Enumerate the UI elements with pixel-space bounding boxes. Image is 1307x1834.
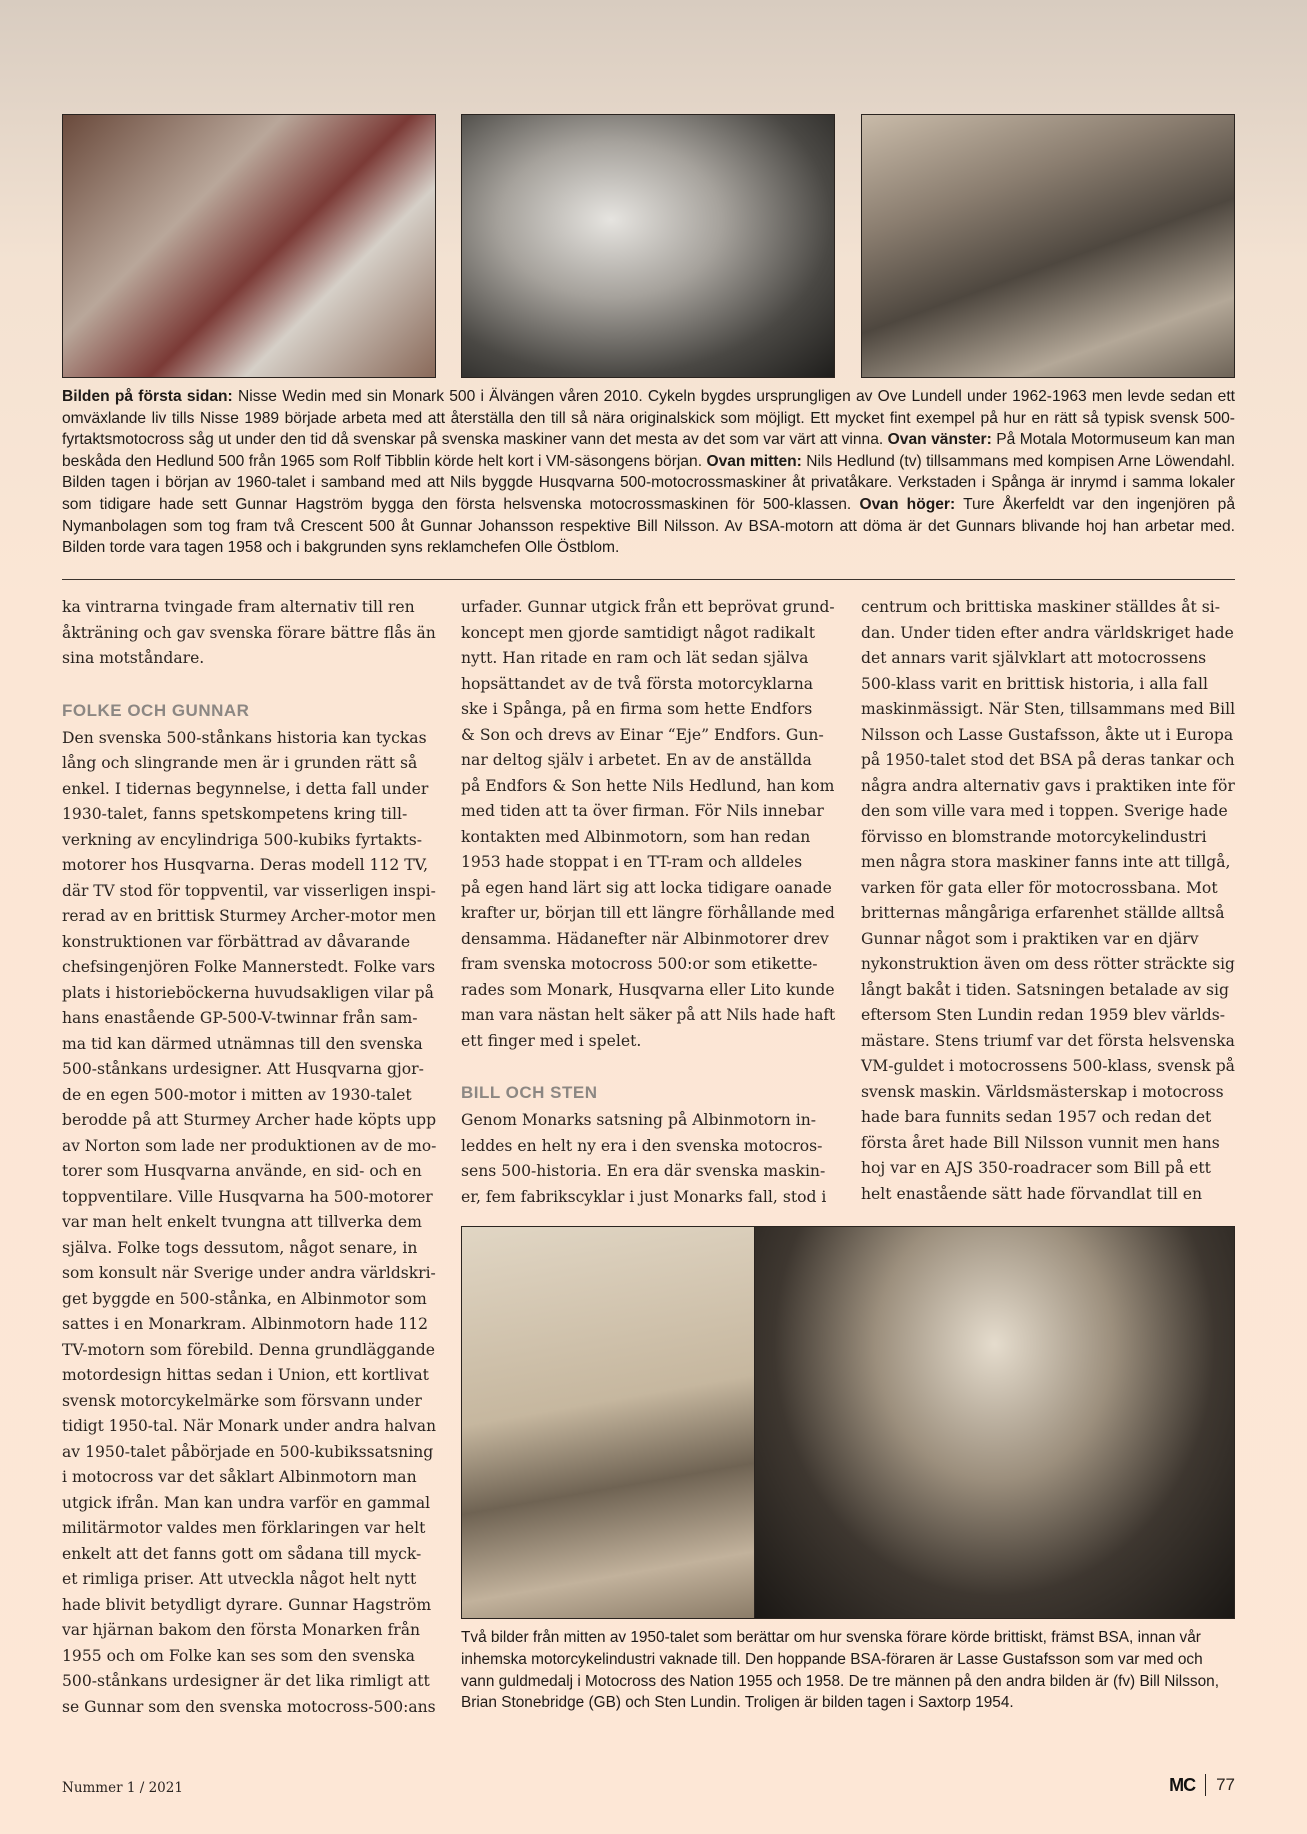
col1-text-line: åkträning och gav svenska förare bättre flås än	[62, 623, 436, 642]
article-column-1	[62, 595, 436, 1720]
section-heading-bill-sten: BILL OCH STEN	[461, 1083, 598, 1102]
col1-text-line: toppventilare. Ville Husqvarna ha 500-motorer	[62, 1187, 433, 1206]
col3-text-line: centrum och brittiska maskiner ställdes åt si-	[861, 598, 1220, 616]
col3-text-line: hade bara funnits sedan 1957 och redan det	[861, 1108, 1212, 1126]
col2-text-line: på Endfors & Son hette Nils Hedlund, han kom	[461, 776, 835, 795]
col1-text-line: et rimliga priser. Att utveckla något helt nytt	[62, 1570, 417, 1588]
col2-text-line: & Son och drevs av Einar “Eje” Endfors. Gun-	[461, 725, 824, 744]
col2-text-line: på egen hand lärt sig att locka tidigare oanade	[461, 878, 832, 897]
col1-text-line: torer som Husqvarna använde, en sid- och en	[62, 1162, 422, 1180]
col2-text-line: koncept men gjorde samtidigt något radikalt	[461, 623, 816, 642]
col3-text-line: förvisso en blomstrande motorcykelindustri	[861, 827, 1207, 846]
col1-text-line: sattes i en Monarkram. Albinmotorn hade 112	[62, 1315, 429, 1333]
col1-text-line: Den svenska 500-stånkans historia kan tyckas	[62, 728, 427, 747]
col1-text-line: plats i historieböckerna huvudsakligen vilar på	[62, 983, 434, 1002]
col1-text-line: berodde på att Sturmey Archer hade köpts upp	[62, 1111, 437, 1129]
col3-text-line: eftersom Sten Lundin redan 1959 blev världs-	[861, 1006, 1226, 1024]
col1-text-line: enkelt att det fanns gott om sådana till myck-	[62, 1544, 422, 1563]
col2-text-line: densamma. Hädanefter när Albinmotorer drev	[461, 929, 829, 948]
col1-text-line: ka vintrarna tvingade fram alternativ till ren	[62, 598, 415, 616]
col2-text-line: urfader. Gunnar utgick från ett beprövat grund-	[461, 598, 835, 616]
caption-label-middle: Ovan mitten:	[706, 452, 802, 470]
col3-text-line: varken för gata eller för motocrossbana. Mot	[861, 878, 1218, 897]
col1-text-line: utgick ifrån. Man kan undra varför en gammal	[62, 1493, 431, 1512]
col1-text-line: var man helt enkelt tvungna att tillverka dem	[62, 1213, 422, 1231]
col3-text-line: dan. Under tiden efter andra världskriget hade	[861, 623, 1234, 642]
top-caption: Bilden på första sidan: Nisse Wedin med sin Monark 500 i Älvängen våren 2010. Cykeln bygdes ursprungligen av Ove Lundell under 1962-1963 men levde sedan ett omväxlande liv tills Nisse 1989 började arbeta med att återställa den till så nära originalskick som möjligt. Ett mycket fint exempel på hur en rätt så typisk svensk 500-fyrtaktsmotocross såg ut under den tid då svenskar på svenska maskiner vann det mesta av det som var värt att vinna. Ovan vänster: På Motala Motormuseum kan man beskåda den Hedlund 500 från 1965 som Rolf Tibblin körde helt kort i VM-säsongens början. Ovan mitten: Nils Hedlund (tv) tillsammans med kompisen Arne Löwendahl. Bilden tagen i början av 1960-talet i samband med att Nils byggde Husqvarna 500-motocrossmaskiner åt privatåkare. Verkstaden i Spånga är inrymd i samma lokaler som tidigare hade sett Gunnar Hagström bygga den första helsvenska motocrossmaskinen för 500-klassen. Ovan höger: Ture Åkerfeldt var den ingenjören på Nymanbolagen som tog fram två Crescent 500 åt Gunnar Johansson respektive Bill Nilsson. Av BSA-motorn att döma är det Gunnars blivande hoj han arbetar med. Bilden torde vara tagen 1958 och i bakgrunden syns reklamchefen Olle Östblom.	[62, 388, 1236, 557]
col1-text-line: lång och slingrande men är i grunden rätt så	[62, 754, 418, 772]
col2-text-line: rades som Monark, Husqvarna eller Lito kunde	[461, 980, 835, 999]
col3-text-line: men några stora maskiner fanns inte att tillgå,	[861, 853, 1231, 871]
caption-label-left: Ovan vänster:	[887, 431, 992, 449]
col1-text-line: motorer hos Husqvarna. Deras modell 112 TV,	[62, 856, 429, 874]
col3-text-line: 500-klass varit en brittisk historia, i alla fall	[861, 674, 1208, 693]
col1-text-line: hade blivit betydligt dyrare. Gunnar Hagström	[62, 1595, 432, 1614]
col1-text-line: se Gunnar som den svenska motocross-500:ans	[62, 1697, 436, 1716]
issue-label: Nummer 1 / 2021	[62, 1780, 183, 1796]
col1-text-line: av 1950-talet påbörjade en 500-kubikssatsning	[62, 1442, 434, 1461]
col3-text-line: några andra alternativ gavs i praktiken inte för	[861, 776, 1235, 795]
col2-text-line: 1953 hade stoppat i en TT-ram och alldeles	[461, 853, 803, 871]
photo-nilsson-stonebridge-lundin	[754, 1226, 1235, 1619]
col1-text-line: 1955 och om Folke kan ses som den svenska	[62, 1646, 415, 1665]
caption-label-right: Ovan höger:	[859, 495, 956, 513]
col1-text-line: 500-stånkans urdesigner är det lika rimligt att	[62, 1672, 430, 1690]
col3-text-line: mästare. Stens triumf var det första helsvenska	[861, 1031, 1235, 1050]
col2-text-line: kontakten med Albinmotorn, som han redan	[461, 827, 811, 846]
col2-text-line: med tiden att ta över firman. För Nils innebar	[461, 802, 824, 820]
col2-text-line: sens 500-historia. En era där svenska maskin-	[461, 1162, 826, 1180]
col2-text-line: krafter ur, början till ett längre förhållande med	[461, 904, 835, 922]
col3-text-line: VM-guldet i motocrossens 500-klass, svensk på	[861, 1057, 1235, 1075]
col1-text-line: ma tid kan därmed utnämnas till den svenska	[62, 1034, 423, 1053]
col2-text-line: leddes en helt ny era i den svenska motocros-	[461, 1136, 823, 1155]
col1-text-line: 500-stånkans urdesigner. Att Husqvarna gjor-	[62, 1060, 424, 1078]
col1-text-line: tidigt 1950-tal. När Monark under andra halvan	[62, 1417, 436, 1435]
photo-hedlund-museum	[62, 114, 436, 378]
col2-text-line: fram svenska motocross 500:or som etikette-	[461, 955, 818, 973]
col2-text-line: ett finger med i spelet.	[461, 1031, 642, 1050]
col1-text-line: verkning av encylindriga 500-kubiks fyrtakts-	[62, 830, 422, 849]
col2-text-line: er, fem fabrikscyklar i just Monarks fall, stod i	[461, 1187, 827, 1206]
photo-hedlund-lowendahl	[461, 114, 835, 378]
col1-text-line: militärmotor valdes men förklaringen var helt	[62, 1519, 426, 1537]
article-column-3	[861, 595, 1235, 1207]
col1-text-line: de en egen 500-motor i mitten av 1930-talet	[62, 1085, 412, 1104]
col1-text-line: var hjärnan bakom den första Monarken från	[62, 1621, 421, 1639]
col1-text-line: själva. Folke togs dessutom, något senare, in	[62, 1238, 418, 1257]
col1-text-line: 1930-talet, fanns spetskompetens kring till-	[62, 805, 408, 823]
col2-text-line: nar deltog själv i arbetet. En av de anställda	[461, 751, 812, 769]
col3-text-line: Gunnar något som i praktiken var en djärv	[861, 929, 1199, 948]
caption-divider	[62, 579, 1235, 580]
col3-text-line: på 1950-talet stod det BSA på deras tankar och	[861, 751, 1235, 769]
section-heading-folke-gunnar: FOLKE OCH GUNNAR	[62, 700, 250, 720]
col3-text-line: nykonstruktion även om dess rötter sträckte sig	[861, 955, 1235, 973]
col2-text-line: hopsättandet av de två första motorcyklarna	[461, 674, 814, 693]
col2-text-line: nytt. Han ritade en ram och lät sedan själva	[461, 649, 809, 667]
col3-text-line: svensk maskin. Världsmästerskap i motocross	[861, 1082, 1224, 1101]
col1-text-line: som konsult när Sverige under andra världskri-	[62, 1264, 436, 1282]
photo-lasse-gustafsson-jump	[461, 1226, 755, 1619]
col1-text-line: chefsingenjören Folke Mannerstedt. Folke vars	[62, 958, 436, 976]
col1-text-line: enkel. I tidernas begynnelse, i detta fall under	[62, 779, 429, 798]
col1-text-line: i motocross var det såklart Albinmotorn man	[62, 1468, 417, 1486]
col2-text-line: man vara nästan helt säker på att Nils hade haft	[461, 1006, 836, 1024]
photo-akerfeldt-workshop	[861, 114, 1235, 378]
col3-text-line: helt enastående sätt hade förvandlat till en	[861, 1184, 1203, 1203]
col1-text-line: TV-motorn som förebild. Denna grundläggande	[62, 1340, 435, 1359]
col1-text-line: av Norton som lade ner produktionen av de mo-	[62, 1136, 437, 1155]
article-column-2	[461, 595, 835, 1210]
page-footer	[1169, 1774, 1235, 1796]
col3-text-line: den som ville vara med i toppen. Sverige hade	[861, 802, 1228, 820]
col2-text-line: ske i Spånga, på en firma som hette Endfors	[461, 700, 813, 718]
col1-text-line: där TV stod för toppventil, var visserligen inspi-	[62, 881, 436, 900]
col1-text-line: sina motståndare.	[62, 649, 205, 667]
bottom-caption: Två bilder från mitten av 1950-talet som berättar om hur svenska förare körde brittiskt, främst BSA, innan vår inhemska motorcykelindustri vaknade till. Den hoppande BSA-föraren är Lasse Gustafsson som var med och vann guldmedalj i Motocross des Nation 1955 och 1958. De tre männen på den andra bilden är (fv) Bill Nilsson, Brian Stonebridge (GB) och Sten Lundin. Troligen är bilden tagen i Saxtorp 1954.	[461, 1629, 1219, 1712]
col3-text-line: maskinmässigt. När Sten, tillsammans med Bill	[861, 700, 1236, 718]
col3-text-line: det annars varit självklart att motocrossens	[861, 649, 1207, 667]
col1-text-line: hans enastående GP-500-V-twinnar från sam-	[62, 1009, 418, 1027]
col3-text-line: långt bakåt i tiden. Satsningen betalade av sig	[861, 980, 1229, 999]
col1-text-line: svensk motorcykelmärke som försvann under	[62, 1391, 422, 1410]
caption-label-front: Bilden på första sidan:	[62, 388, 233, 405]
col1-text-line: motordesign hittas sedan i Union, ett kortlivat	[62, 1366, 429, 1384]
col1-text-line: konstruktionen var förbättrad av dåvarande	[62, 932, 411, 951]
footer-separator	[1205, 1774, 1206, 1796]
page-number: 77	[1216, 1775, 1235, 1794]
col3-text-line: första året hade Bill Nilsson vunnit men hans	[861, 1133, 1220, 1152]
col3-text-line: britternas mångåriga erfarenhet ställde alltså	[861, 904, 1225, 922]
mc-logo: MC	[1169, 1774, 1196, 1795]
col1-text-line: get byggde en 500-stånka, en Albinmotor som	[62, 1289, 427, 1308]
col3-text-line: Nilsson och Lasse Gustafsson, åkte ut i Europa	[861, 725, 1234, 744]
col1-text-line: rerad av en brittisk Sturmey Archer-motor men	[62, 907, 436, 925]
col3-text-line: hoj var en AJS 350-roadracer som Bill på ett	[861, 1159, 1211, 1177]
col2-text-line: Genom Monarks satsning på Albinmotorn in-	[461, 1111, 817, 1129]
